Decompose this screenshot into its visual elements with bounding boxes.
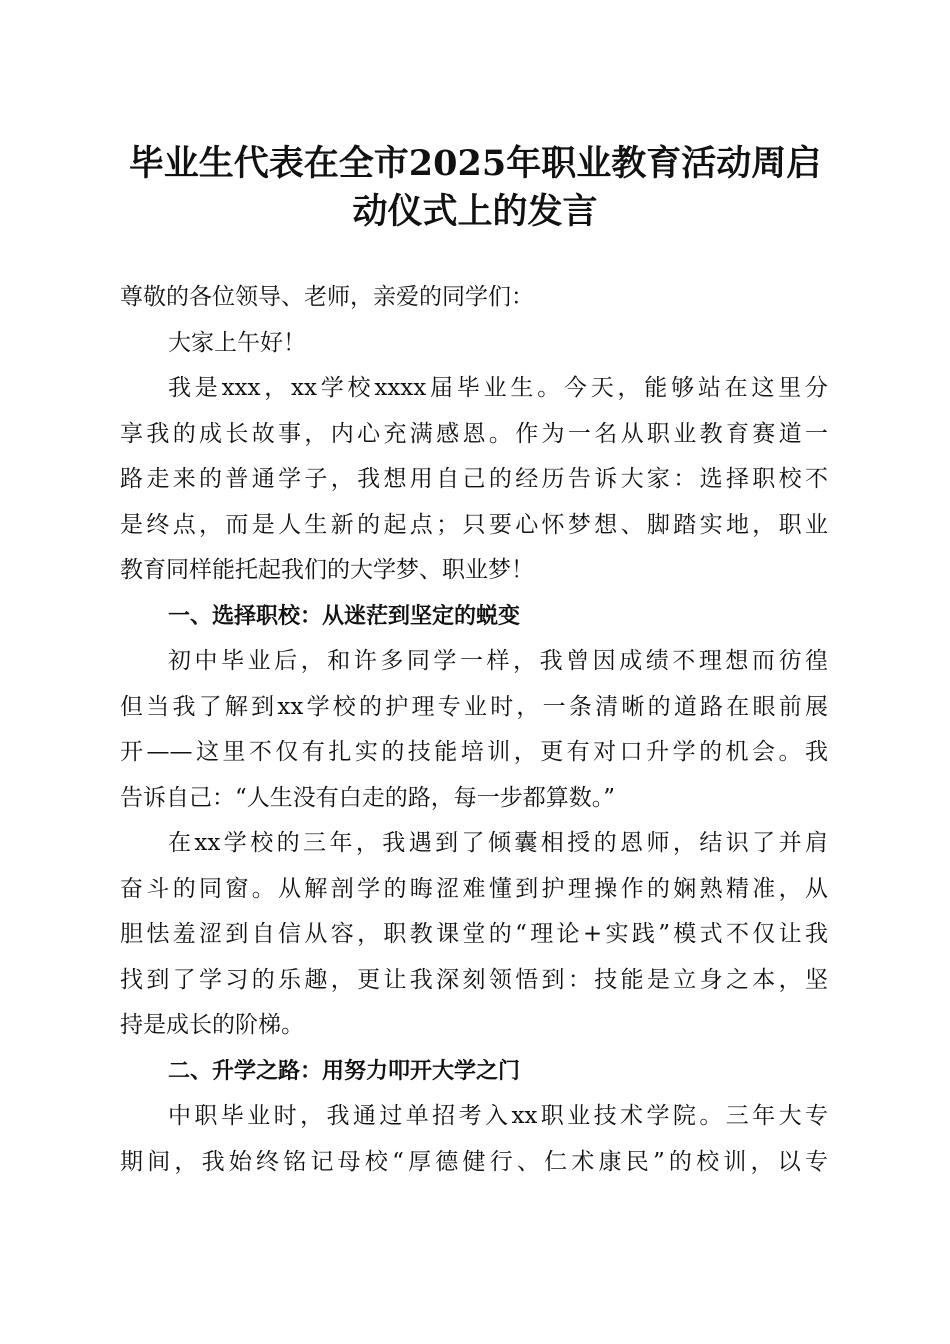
section-heading-1 bbox=[120, 594, 828, 640]
salutation-text: 尊敬的各位领导、老师，亲爱的同学们： bbox=[120, 284, 534, 310]
paragraph-line: 期间，我始终铭记母校“厚德健行、仁术康民”的校训，以专 bbox=[120, 1148, 828, 1175]
section-heading-text: 二、升学之路：用努力叩开大学之门 bbox=[168, 1058, 521, 1084]
greeting-text: 大家上午好！ bbox=[168, 329, 306, 356]
greeting-paragraph bbox=[120, 321, 828, 367]
paragraph-line: 奋斗的同窗。从解剖学的晦涩难懂到护理操作的娴熟精准，从 bbox=[120, 875, 828, 902]
salutation bbox=[120, 275, 828, 321]
paragraph-line: 初中毕业后，和许多同学一样，我曾因成绩不理想而彷徨 bbox=[168, 648, 828, 674]
section-heading-2 bbox=[120, 1049, 828, 1095]
paragraph-line: 中职毕业时，我通过单招考入xx职业技术学院。三年大专 bbox=[168, 1103, 828, 1129]
document-title bbox=[110, 140, 840, 236]
paragraph-line: 胆怯羞涩到自信从容，职教课堂的“理论+实践”模式不仅让我 bbox=[120, 921, 828, 947]
document-body bbox=[120, 275, 828, 1185]
section1-paragraph-1 bbox=[120, 639, 828, 821]
paragraph-line: 开——这里不仅有扎实的技能培训，更有对口升学的机会。我 bbox=[120, 739, 828, 765]
title-line: 动仪式上的发言 bbox=[352, 191, 598, 232]
section1-paragraph-2 bbox=[120, 821, 828, 1049]
paragraph-line: 在xx学校的三年，我遇到了倾囊相授的恩师，结识了并肩 bbox=[168, 830, 828, 856]
paragraph-line: 享我的成长故事，内心充满感恩。作为一名从职业教育赛道一 bbox=[120, 420, 828, 447]
intro-paragraph bbox=[120, 366, 828, 594]
paragraph-line: 路走来的普通学子，我想用自己的经历告诉大家：选择职校不 bbox=[120, 466, 828, 492]
section2-paragraph-1 bbox=[120, 1094, 828, 1185]
paragraph-line: 告诉自己：“人生没有白走的路，每一步都算数。” bbox=[120, 784, 616, 811]
paragraph-line: 教育同样能托起我们的大学梦、职业梦！ bbox=[120, 557, 534, 583]
title-line: 毕业生代表在全市2025年职业教育活动周启 bbox=[128, 143, 822, 184]
section-heading-text: 一、选择职校：从迷茫到坚定的蜕变 bbox=[168, 603, 521, 629]
paragraph-line: 但当我了解到xx学校的护理专业时，一条清晰的道路在眼前展 bbox=[120, 693, 828, 720]
paragraph-line: 持是成长的阶梯。 bbox=[120, 1012, 304, 1038]
paragraph-line: 我是xxx，xx学校xxxx届毕业生。今天，能够站在这里分 bbox=[168, 375, 828, 401]
paragraph-line: 是终点，而是人生新的起点；只要心怀梦想、脚踏实地，职业 bbox=[120, 511, 828, 538]
paragraph-line: 找到了学习的乐趣，更让我深刻领悟到：技能是立身之本，坚 bbox=[120, 966, 828, 993]
